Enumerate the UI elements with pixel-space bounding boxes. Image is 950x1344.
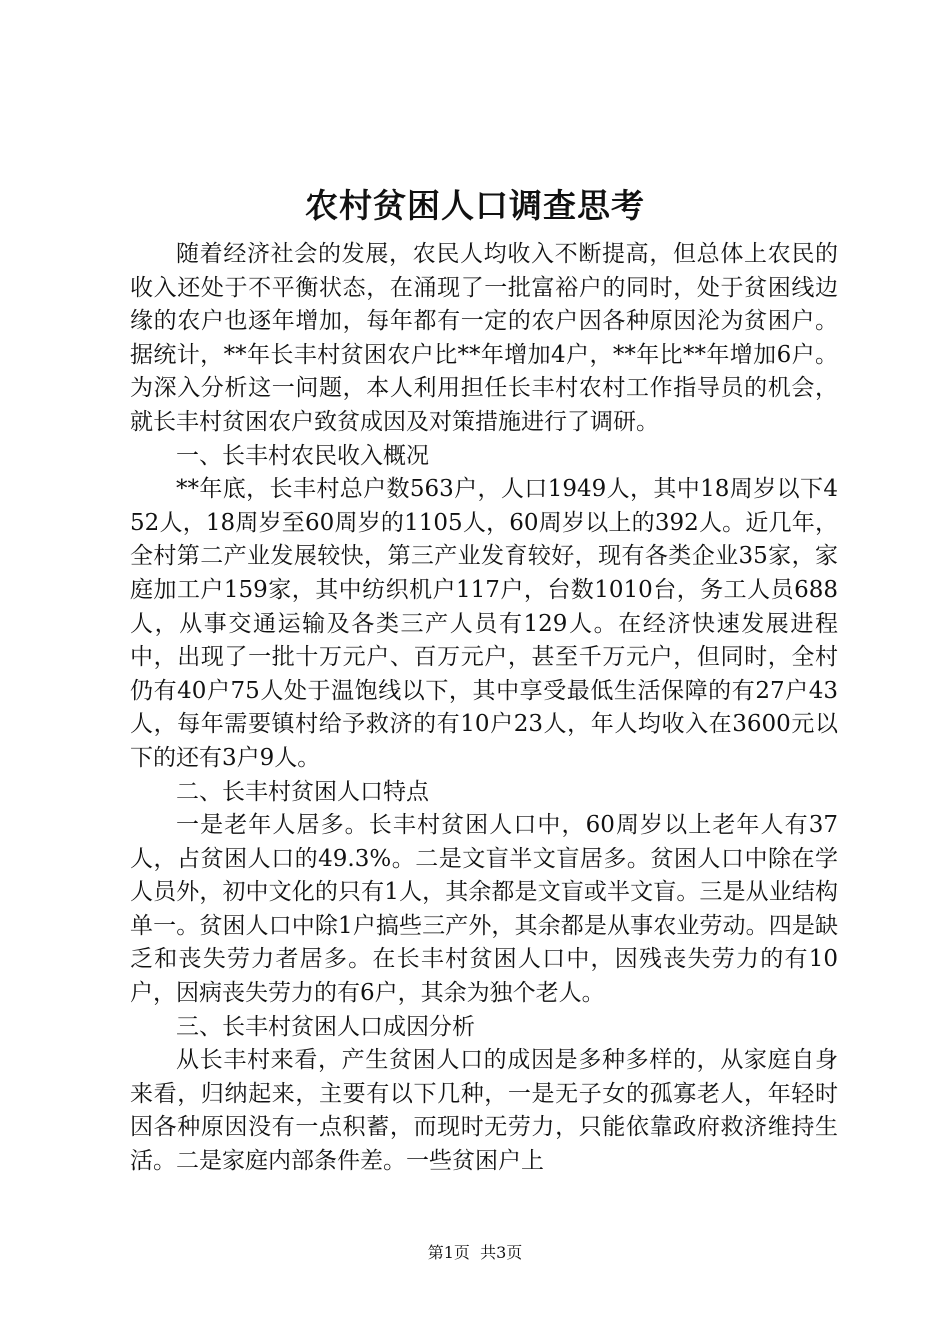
- document-title: 农村贫困人口调查思考: [305, 186, 645, 225]
- section-heading-1: 一、长丰村农民收入概况: [176, 442, 429, 469]
- section-heading-3: 三、长丰村贫困人口成因分析: [176, 1013, 475, 1040]
- section-2-paragraph: 一是老年人居多。长丰村贫困人口中，60周岁以上老年人有37人，占贫困人口的49.3%。二是文盲半文盲居多。贫困人口中除在学人员外，初中文化的只有1人，其余都是文盲或半文盲。三是从业结构单一。贫困人口中除1户搞些三产外，其余都是从事农业劳动。四是缺乏和丧失劳力者居多。在长丰村贫困人口中，因残丧失劳力的有10户，因病丧失劳力的有6户，其余为独个老人。: [130, 812, 838, 1007]
- intro-paragraph: 随着经济社会的发展，农民人均收入不断提高，但总体上农民的收入还处于不平衡状态，在涌现了一批富裕户的同时，处于贫困线边缘的农户也逐年增加，每年都有一定的农户因各种原因沦为贫困户。据统计，**年长丰村贫困农户比**年增加4户，**年比**年增加6户。为深入分析这一问题，本人利用担任长丰村农村工作指导员的机会，就长丰村贫困农户致贫成因及对策措施进行了调研。: [130, 241, 838, 435]
- document-body: [130, 238, 838, 1179]
- page-number: 第1页: [427, 1243, 470, 1262]
- page-footer: [0, 1241, 950, 1265]
- page-total: 共3页: [480, 1243, 523, 1262]
- section-3-paragraph: 从长丰村来看，产生贫困人口的成因是多种多样的，从家庭自身来看，归纳起来，主要有以下几种，一是无子女的孤寡老人，年轻时因各种原因没有一点积蓄，而现时无劳力，只能依靠政府救济维持生活。二是家庭内部条件差。一些贫困户上: [130, 1047, 838, 1175]
- section-heading-2: 二、长丰村贫困人口特点: [176, 778, 429, 805]
- section-1-paragraph: **年底，长丰村总户数563户，人口1949人，其中18周岁以下452人，18周岁至60周岁的1105人，60周岁以上的392人。近几年，全村第二产业发展较快，第三产业发育较好，现有各类企业35家，家庭加工户159家，其中纺织机户117户，台数1010台，务工人员688人，从事交通运输及各类三产人员有129人。在经济快速发展进程中，出现了一批十万元户、百万元户，甚至千万元户，但同时，全村仍有40户75人处于温饱线以下，其中享受最低生活保障的有27户43人，每年需要镇村给予救济的有10户23人，年人均收入在3600元以下的还有3户9人。: [130, 476, 838, 771]
